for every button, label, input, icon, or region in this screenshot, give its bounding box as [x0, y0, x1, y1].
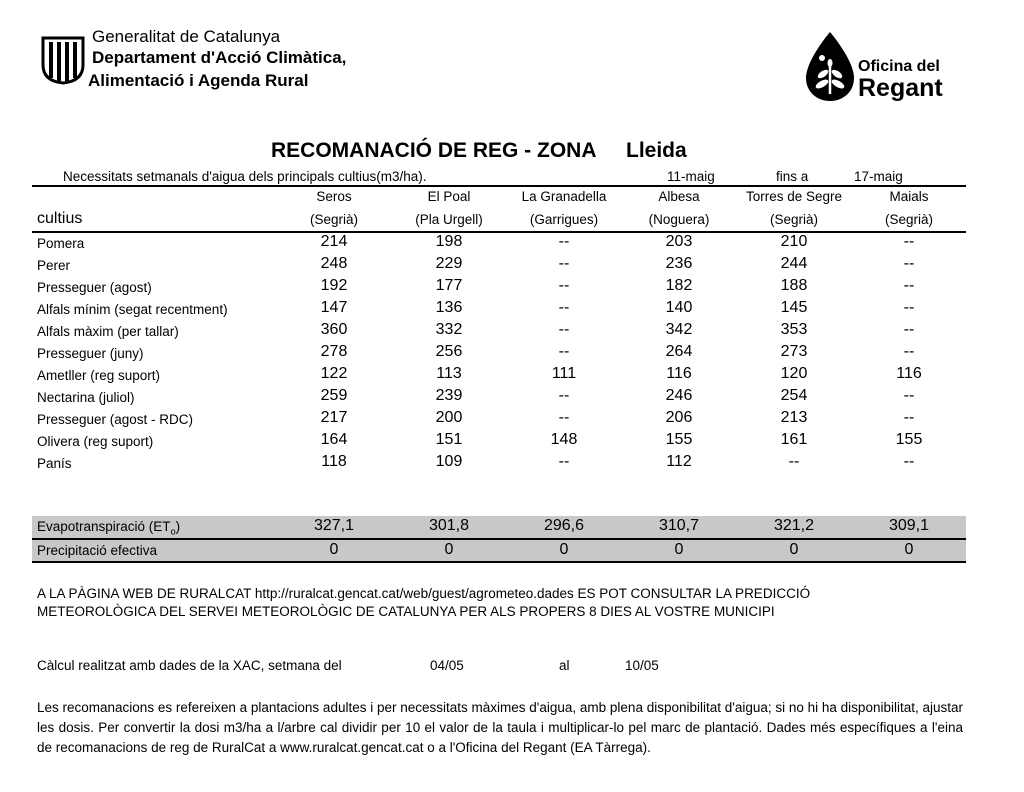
crop-value-cell: 145 — [780, 299, 808, 316]
crop-value-cell: 155 — [895, 431, 923, 448]
crop-value-cell: -- — [903, 233, 915, 250]
crop-value-cell: 217 — [320, 409, 348, 426]
column-header-name: Albesa — [658, 189, 700, 204]
eto-value-cell: 309,1 — [888, 517, 930, 534]
eto-label: Evapotranspiració $(ET_o)$ — [37, 519, 181, 537]
crop-value-cell: -- — [558, 409, 570, 426]
crop-value-cell: 136 — [435, 299, 463, 316]
eto-value-cell: 327,1 — [313, 517, 355, 534]
crop-value-cell: 122 — [320, 365, 348, 382]
eto-rule — [32, 538, 966, 540]
crop-name: Olivera (reg suport) — [37, 434, 154, 449]
crop-value-cell: 254 — [780, 387, 808, 404]
crop-value-cell: 246 — [665, 387, 693, 404]
crop-value-cell: 213 — [780, 409, 808, 426]
crop-value-cell: 151 — [435, 431, 463, 448]
crop-value-cell: 177 — [435, 277, 463, 294]
crop-value-cell: 111 — [551, 365, 577, 382]
brand-line1: Oficina del — [858, 58, 940, 75]
generalitat-logo — [40, 35, 86, 85]
column-header-name: Torres de Segre — [745, 189, 843, 204]
crop-value-cell: 259 — [320, 387, 348, 404]
crop-value-cell: 248 — [320, 255, 348, 272]
crop-name: Presseguer (agost) — [37, 280, 152, 295]
crop-value-cell: -- — [558, 299, 570, 316]
column-header-region: (Pla Urgell) — [415, 212, 483, 227]
department-name-line2: Alimentació i Agenda Rural — [88, 71, 309, 90]
crop-value-cell: 236 — [665, 255, 693, 272]
crop-value-cell: 118 — [321, 453, 347, 470]
crop-value-cell: 182 — [665, 277, 693, 294]
column-header-name: Seros — [316, 189, 352, 204]
column-header-region: (Segrià) — [769, 212, 818, 227]
crop-value-cell: 188 — [780, 277, 808, 294]
crop-value-cell: -- — [558, 277, 570, 294]
zone-name: Lleida — [626, 139, 687, 162]
column-header-region: (Segrià) — [884, 212, 933, 227]
crop-value-cell: 164 — [320, 431, 348, 448]
column-header-region: (Noguera) — [648, 212, 710, 227]
crop-name: Panís — [37, 456, 72, 471]
crop-value-cell: 140 — [665, 299, 693, 316]
crop-name: Presseguer (juny) — [37, 346, 144, 361]
crop-name: Presseguer (agost - RDC) — [37, 412, 194, 427]
crop-value-cell: 239 — [435, 387, 463, 404]
crop-value-cell: -- — [788, 453, 800, 470]
crop-value-cell: 116 — [666, 365, 692, 382]
date-separator: fins a — [776, 169, 809, 184]
crop-value-cell: -- — [558, 255, 570, 272]
crop-value-cell: 264 — [665, 343, 693, 360]
report-title: RECOMANACIÓ DE REG - ZONA — [271, 139, 597, 162]
column-header-region: (Segrià) — [309, 212, 358, 227]
precip-rule — [32, 561, 966, 563]
crop-value-cell: 116 — [896, 365, 922, 382]
eto-value-cell: 301,8 — [428, 517, 470, 534]
crop-name: Alfals màxim (per tallar) — [37, 324, 179, 339]
crop-value-cell: -- — [558, 233, 570, 250]
subtitle: Necessitats setmanals d'aigua dels principals cultius(m3/ha). — [63, 169, 427, 184]
crop-value-cell: -- — [903, 277, 915, 294]
crop-value-cell: -- — [903, 343, 915, 360]
column-header-region: (Garrigues) — [529, 212, 599, 227]
column-header-name: El Poal — [427, 189, 471, 204]
precip-value-cell: 0 — [789, 541, 799, 558]
crop-value-cell: -- — [903, 387, 915, 404]
crop-name: Nectarina (juliol) — [37, 390, 135, 405]
crop-value-cell: 353 — [780, 321, 808, 338]
date-to: 17-maig — [854, 169, 903, 184]
column-header-name: Maials — [889, 189, 929, 204]
crop-value-cell: 342 — [665, 321, 693, 338]
eto-value-cell: 310,7 — [658, 517, 700, 534]
crop-value-cell: 198 — [435, 233, 463, 250]
eto-value-cell: 296,6 — [543, 517, 585, 534]
crop-name: Alfals mínim (segat recentment) — [37, 302, 228, 317]
crop-value-cell: 120 — [780, 365, 808, 382]
crop-value-cell: 155 — [665, 431, 693, 448]
crop-value-cell: 203 — [665, 233, 693, 250]
crop-name: Pomera — [37, 236, 85, 251]
crop-value-cell: 244 — [780, 255, 808, 272]
crop-value-cell: 256 — [435, 343, 463, 360]
crop-value-cell: -- — [903, 453, 915, 470]
department-name-line1: Departament d'Acció Climàtica, — [92, 48, 347, 67]
crop-value-cell: 278 — [320, 343, 348, 360]
brand-line2: Regant — [858, 74, 943, 102]
crop-value-cell: -- — [903, 255, 915, 272]
crop-value-cell: 147 — [320, 299, 348, 316]
crop-value-cell: -- — [903, 321, 915, 338]
crop-name: Ametller (reg suport) — [37, 368, 161, 383]
crop-value-cell: 206 — [665, 409, 693, 426]
crop-value-cell: 273 — [780, 343, 808, 360]
crop-value-cell: -- — [903, 299, 915, 316]
crop-value-cell: 148 — [550, 431, 578, 448]
calc-sep: al — [559, 658, 570, 673]
precip-value-cell: 0 — [559, 541, 569, 558]
column-header-name: La Granadella — [521, 189, 607, 204]
precip-value-cell: 0 — [329, 541, 339, 558]
crop-value-cell: 332 — [435, 321, 463, 338]
notice-line1: A LA PÀGINA WEB DE RURALCAT http://ruralcat.gencat.cat/web/guest/agrometeo.dades ES POT CONSULTAR LA PREDICCIÓ — [37, 586, 811, 601]
eto-value-cell: 321,2 — [773, 517, 815, 534]
footnote: Les recomanacions es refereixen a plantacions adultes i per necessitats màximes d'aigua, amb plena disponibilitat d'aigua; si no hi ha disponibilitat, ajustar les dosis. Per convertir la dosi m3/ha a l/arbre cal dividir per 10 el valor de la taula i multiplicar-lo pel marc de plantació. Dades més específiques a l'eina de recomanacions de reg de RuralCat a www.ruralcat.gencat.cat o a l'Oficina del Regant (EA Tàrrega). — [37, 700, 963, 755]
precip-label: Precipitació efectiva — [37, 543, 158, 558]
crop-value-cell: 229 — [435, 255, 463, 272]
crop-value-cell: -- — [558, 321, 570, 338]
crop-value-cell: 360 — [320, 321, 348, 338]
calc-to: 10/05 — [625, 658, 659, 673]
precip-value-cell: 0 — [444, 541, 454, 558]
calc-from: 04/05 — [430, 658, 464, 673]
crop-value-cell: -- — [558, 343, 570, 360]
date-from: 11-maig — [667, 169, 715, 184]
crop-value-cell: 112 — [666, 453, 692, 470]
crop-value-cell: 210 — [780, 233, 808, 250]
precip-value-cell: 0 — [674, 541, 684, 558]
notice-line2: METEOROLÒGICA DEL SERVEI METEOROLÒGIC DE CATALUNYA PER ALS PROPERS 8 DIES AL VOSTRE MUNICIPI — [37, 604, 775, 619]
org-name: Generalitat de Catalunya — [92, 27, 281, 46]
crop-value-cell: 200 — [435, 409, 463, 426]
crop-value-cell: 109 — [435, 453, 463, 470]
crop-value-cell: 192 — [320, 277, 348, 294]
crop-value-cell: 113 — [436, 365, 462, 382]
crop-value-cell: 214 — [320, 233, 348, 250]
crop-value-cell: -- — [558, 453, 570, 470]
crop-name: Perer — [37, 258, 71, 273]
crop-value-cell: -- — [903, 409, 915, 426]
precip-value-cell: 0 — [904, 541, 914, 558]
cultius-label: cultius — [37, 210, 83, 227]
calc-label: Càlcul realitzat amb dades de la XAC, setmana del — [37, 658, 342, 673]
header-rule-top — [32, 185, 966, 187]
crop-value-cell: -- — [558, 387, 570, 404]
crop-value-cell: 161 — [780, 431, 808, 448]
